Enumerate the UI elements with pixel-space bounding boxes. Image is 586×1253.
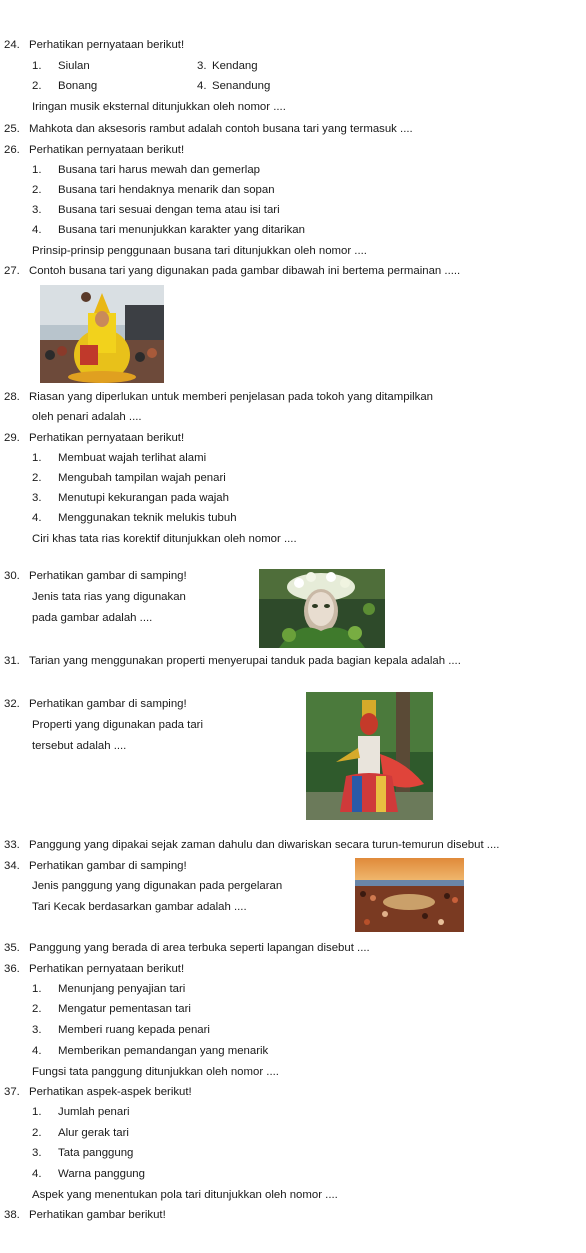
question-text: Perhatikan gambar berikut! bbox=[29, 1209, 166, 1221]
option-text: Menunjang penyajian tari bbox=[58, 983, 186, 995]
option-text: Busana tari sesuai dengan tema atau isi tari bbox=[58, 204, 280, 216]
option-text: Busana tari hendaknya menarik dan sopan bbox=[58, 184, 275, 196]
dancer-yellow-costume-photo bbox=[40, 285, 164, 383]
option-number: 4. bbox=[32, 1045, 42, 1057]
question-number: 38. bbox=[4, 1209, 20, 1221]
option-number: 4. bbox=[32, 512, 42, 524]
question-text: Perhatikan pernyataan berikut! bbox=[29, 963, 185, 975]
option-number: 3. bbox=[32, 204, 42, 216]
option-number: 3. bbox=[32, 492, 42, 504]
question-text: Perhatikan pernyataan berikut! bbox=[29, 432, 185, 444]
question-number: 25. bbox=[4, 123, 20, 135]
question-text: Panggung yang berada di area terbuka seperti lapangan disebut .... bbox=[29, 942, 370, 954]
question-number: 31. bbox=[4, 655, 20, 667]
option-text: Membuat wajah terlihat alami bbox=[58, 452, 207, 464]
option-number: 2. bbox=[32, 1127, 42, 1139]
option-text: Jumlah penari bbox=[58, 1106, 130, 1118]
question-number: 36. bbox=[4, 963, 20, 975]
question-text-cont: pada gambar adalah .... bbox=[32, 612, 153, 624]
option-text: Alur gerak tari bbox=[58, 1127, 129, 1139]
question-tail: Prinsip-prinsip penggunaan busana tari ditunjukkan oleh nomor .... bbox=[32, 245, 367, 257]
option-text: Bonang bbox=[58, 80, 98, 92]
question-text-cont: oleh penari adalah .... bbox=[32, 411, 142, 423]
question-text: Perhatikan gambar di samping! bbox=[29, 860, 187, 872]
question-number: 35. bbox=[4, 942, 20, 954]
option-number: 2. bbox=[32, 1003, 42, 1015]
question-number: 27. bbox=[4, 265, 20, 277]
question-number: 26. bbox=[4, 144, 20, 156]
option-number: 1. bbox=[32, 164, 42, 176]
question-text-cont: Jenis tata rias yang digunakan bbox=[32, 591, 186, 603]
option-number: 2. bbox=[32, 472, 42, 484]
option-text: Menutupi kekurangan pada wajah bbox=[58, 492, 229, 504]
kecak-stage-photo bbox=[355, 858, 464, 932]
question-text: Perhatikan gambar di samping! bbox=[29, 570, 187, 582]
question-text: Perhatikan pernyataan berikut! bbox=[29, 144, 185, 156]
option-number: 3. bbox=[32, 1024, 42, 1036]
question-number: 24. bbox=[4, 39, 20, 51]
question-number: 34. bbox=[4, 860, 20, 872]
question-number: 32. bbox=[4, 698, 20, 710]
option-number: 2. bbox=[32, 80, 42, 92]
question-text: Perhatikan gambar di samping! bbox=[29, 698, 187, 710]
option-text: Warna panggung bbox=[58, 1168, 145, 1180]
question-text: Perhatikan aspek-aspek berikut! bbox=[29, 1086, 192, 1098]
mask-dancer-photo bbox=[306, 692, 433, 820]
question-tail: Iringan musik eksternal ditunjukkan oleh nomor .... bbox=[32, 101, 286, 113]
question-number: 37. bbox=[4, 1086, 20, 1098]
question-tail: Aspek yang menentukan pola tari ditunjukkan oleh nomor .... bbox=[32, 1189, 338, 1201]
option-text: Memberikan pemandangan yang menarik bbox=[58, 1045, 269, 1057]
question-tail: Ciri khas tata rias korektif ditunjukkan oleh nomor .... bbox=[32, 533, 297, 545]
question-text-cont: Jenis panggung yang digunakan pada pergelaran bbox=[32, 880, 283, 892]
question-text: Perhatikan pernyataan berikut! bbox=[29, 39, 185, 51]
option-number: 4. bbox=[32, 224, 42, 236]
option-text: Tata panggung bbox=[58, 1147, 134, 1159]
question-number: 33. bbox=[4, 839, 20, 851]
question-text: Panggung yang dipakai sejak zaman dahulu dan diwariskan secara turun-temurun disebut .... bbox=[29, 839, 500, 851]
question-text: Contoh busana tari yang digunakan pada gambar dibawah ini bertema permainan ..... bbox=[29, 265, 461, 277]
option-text: Memberi ruang kepada penari bbox=[58, 1024, 210, 1036]
question-tail: Fungsi tata panggung ditunjukkan oleh nomor .... bbox=[32, 1066, 279, 1078]
option-number: 4. bbox=[32, 1168, 42, 1180]
question-number: 28. bbox=[4, 391, 20, 403]
option-text: Senandung bbox=[212, 80, 271, 92]
question-text-cont: Tari Kecak berdasarkan gambar adalah .... bbox=[32, 901, 247, 913]
question-number: 29. bbox=[4, 432, 20, 444]
question-text: Tarian yang menggunakan properti menyerupai tanduk pada bagian kepala adalah .... bbox=[29, 655, 461, 667]
question-number: 30. bbox=[4, 570, 20, 582]
option-text: Mengatur pementasan tari bbox=[58, 1003, 191, 1015]
option-number: 4. bbox=[197, 80, 207, 92]
option-number: 1. bbox=[32, 983, 42, 995]
option-number: 3. bbox=[32, 1147, 42, 1159]
option-number: 1. bbox=[32, 452, 42, 464]
question-text: Riasan yang diperlukan untuk memberi penjelasan pada tokoh yang ditampilkan bbox=[29, 391, 433, 403]
fantasy-makeup-photo bbox=[259, 569, 385, 648]
question-text-cont: tersebut adalah .... bbox=[32, 740, 127, 752]
option-text: Busana tari menunjukkan karakter yang ditarikan bbox=[58, 224, 305, 236]
question-text: Mahkota dan aksesoris rambut adalah contoh busana tari yang termasuk .... bbox=[29, 123, 413, 135]
option-text: Menggunakan teknik melukis tubuh bbox=[58, 512, 237, 524]
option-text: Busana tari harus mewah dan gemerlap bbox=[58, 164, 260, 176]
option-text: Siulan bbox=[58, 60, 90, 72]
option-number: 3. bbox=[197, 60, 207, 72]
option-number: 1. bbox=[32, 60, 42, 72]
option-text: Mengubah tampilan wajah penari bbox=[58, 472, 226, 484]
option-number: 2. bbox=[32, 184, 42, 196]
option-text: Kendang bbox=[212, 60, 258, 72]
option-number: 1. bbox=[32, 1106, 42, 1118]
question-text-cont: Properti yang digunakan pada tari bbox=[32, 719, 203, 731]
